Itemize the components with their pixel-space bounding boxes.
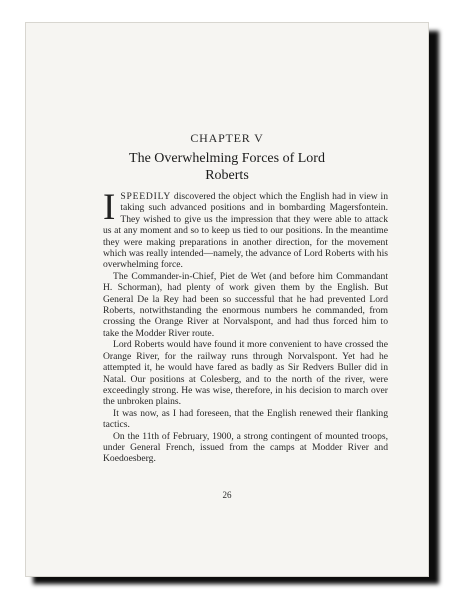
paragraph-1-text: discovered the object which the English had in view in taking such advanced positions and in bombarding Magersfontein. They wished to give us the impression that they were able to attack us at any moment and so to keep us tied to our positions. In the meantime they were making preparations in another direction, for the movement which was really intended—namely, the advance of Lord Roberts with his overwhelming force. (103, 191, 388, 271)
body-text (103, 187, 388, 465)
drop-cap: I (103, 187, 116, 228)
paragraph-5: On the 11th of February, 1900, a strong contingent of mounted troops, under General French, issued from the camps at Modder River and Koedoesberg. (103, 430, 388, 465)
paragraph-1 (103, 187, 388, 271)
paragraph-3: Lord Roberts would have found it more convenient to have crossed the Orange River, for the railway runs through Norvalspont. Yet had he attempted it, he would have fared as badly as Sir Redvers Buller did in Natal. Our positions at Colesberg, and to the north of the river, were exceedingly strong. He was wise, therefore, in his decision to march over the unbroken plains. (103, 339, 388, 408)
chapter-title (86, 150, 368, 184)
page-number: 26 (222, 490, 232, 500)
book-page (25, 22, 429, 577)
chapter-title-line-1: The Overwhelming Forces of Lord (129, 151, 325, 166)
paragraph-4: It was now, as I had foreseen, that the English renewed their flanking tactics. (103, 407, 388, 431)
lead-words: SPEEDILY (120, 191, 172, 202)
chapter-title-line-2: Roberts (205, 168, 249, 183)
paragraph-2: The Commander-in-Chief, Piet de Wet (and before him Commandant H. Schorman), had plenty of work given them by the English. But General De la Rey had been so successful that he had prevented Lord Roberts, notwithstanding the enormous numbers he commanded, from crossing the Orange River at Norvalspont, and had thus forced him to take the Modder River route. (103, 270, 388, 339)
chapter-heading: CHAPTER V (190, 131, 264, 145)
